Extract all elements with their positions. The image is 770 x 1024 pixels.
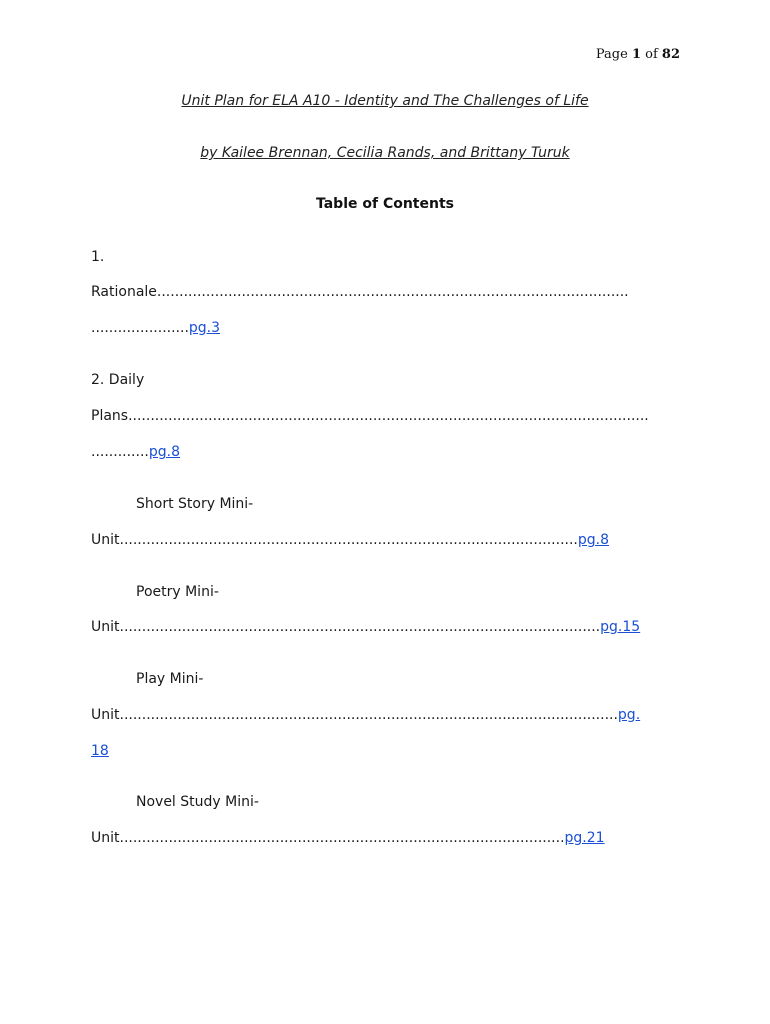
page-total: 82 xyxy=(661,47,680,62)
toc-leader: ............. xyxy=(91,444,149,460)
toc-rationale-page-line xyxy=(91,320,220,336)
document-authors: by Kailee Brennan, Cecilia Rands, and Brittany Turuk xyxy=(200,145,570,161)
toc-daily-line: Plans..................................................................................................................... xyxy=(91,408,649,424)
toc-novel-label: Novel Study Mini- xyxy=(136,794,259,810)
toc-play-page-continued xyxy=(91,743,109,759)
toc-daily-page-line xyxy=(91,444,180,460)
toc-link-play-continued[interactable]: 18 xyxy=(91,743,109,759)
toc-link-rationale[interactable]: pg.3 xyxy=(188,320,221,336)
toc-play-line xyxy=(91,707,640,723)
toc-novel-line xyxy=(91,830,605,846)
toc-play-label: Play Mini- xyxy=(136,671,204,687)
page-number xyxy=(560,47,680,62)
toc-daily-number: 2. Daily xyxy=(91,372,145,388)
toc-poetry-label: Poetry Mini- xyxy=(136,584,219,600)
toc-leader: Unit....................................................................................................... xyxy=(91,532,578,548)
toc-link-poetry[interactable]: pg.15 xyxy=(600,619,641,635)
toc-poetry-line xyxy=(91,619,640,635)
toc-rationale-line: Rationale.......................................................................................................... xyxy=(91,284,629,300)
toc-leader: Unit................................................................................................................ xyxy=(91,707,618,723)
toc-link-play[interactable]: pg. xyxy=(617,707,641,723)
document-title: Unit Plan for ELA A10 - Identity and The Challenges of Life xyxy=(181,93,589,109)
toc-heading: Table of Contents xyxy=(315,196,454,212)
toc-leader: Unit.................................................................................................... xyxy=(91,830,565,846)
toc-rationale-number: 1. xyxy=(91,249,105,265)
toc-short-story-line xyxy=(91,532,609,548)
toc-link-daily-plans[interactable]: pg.8 xyxy=(148,444,180,460)
toc-link-short-story[interactable]: pg.8 xyxy=(577,532,610,548)
page-current: 1 xyxy=(631,47,641,62)
page-of-label: of xyxy=(645,47,658,62)
toc-leader: Unit............................................................................................................ xyxy=(91,619,601,635)
page-label: Page xyxy=(595,47,628,62)
toc-leader: ...................... xyxy=(91,320,189,336)
toc-short-story-label: Short Story Mini- xyxy=(136,496,254,512)
toc-link-novel-study[interactable]: pg.21 xyxy=(564,830,605,846)
